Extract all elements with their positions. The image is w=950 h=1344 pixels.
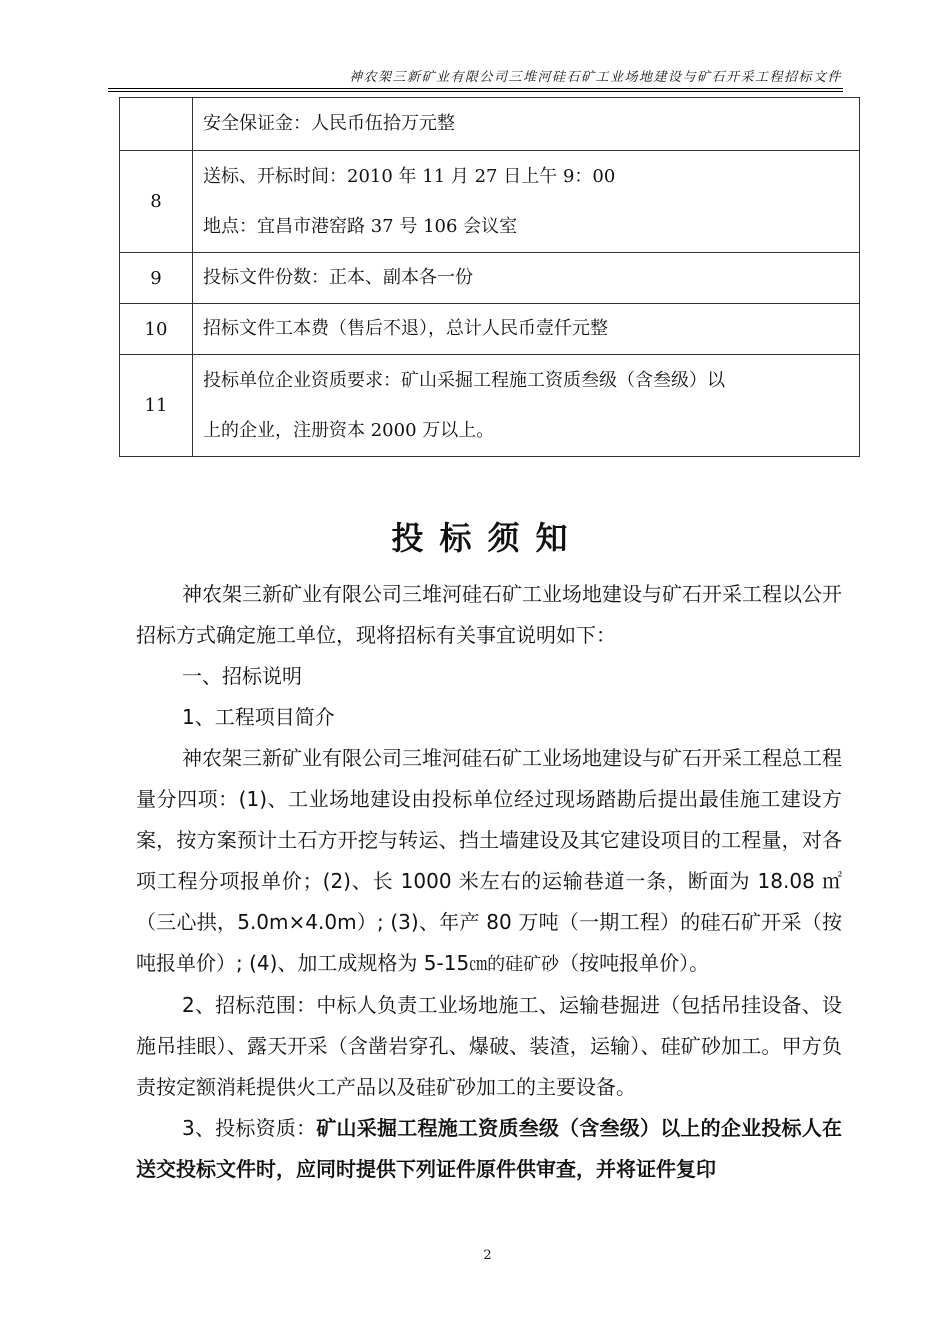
- scope-paragraph: 2、招标范围：中标人负责工业场地施工、运输巷掘进（包括吊挂设备、设施吊挂眼）、露天开采（含凿岩穿孔、爆破、装渣，运输）、硅矿砂加工。甲方负责按定额消耗提供火工产品以及硅矿砂加工的主要设备。: [136, 993, 842, 1099]
- row-line: 上的企业，注册资本 2000 万以上。: [203, 419, 495, 441]
- row-line: 送标、开标时间：2010 年 11 月 27 日上午 9：00: [203, 165, 616, 187]
- row-number: 9: [120, 253, 193, 304]
- section-heading: 一、招标说明: [182, 664, 302, 688]
- row-number: 10: [120, 304, 193, 355]
- row-content: [193, 355, 860, 457]
- header-rule-secondary: [108, 91, 843, 92]
- table-row: [120, 151, 860, 253]
- qualification-lead: 3、投标资质：: [182, 1116, 317, 1140]
- row-line: 地点：宜昌市港窑路 37 号 106 会议室: [203, 215, 518, 237]
- table-row: [120, 355, 860, 457]
- header-rule: [108, 88, 843, 89]
- row-number: 8: [120, 151, 193, 253]
- row-content: [193, 253, 860, 304]
- intro-paragraph: 神农架三新矿业有限公司三堆河硅石矿工业场地建设与矿石开采工程以公开招标方式确定施工单位，现将招标有关事宜说明如下：: [136, 582, 842, 647]
- bid-info-table: [119, 97, 860, 457]
- row-content: [193, 98, 860, 151]
- project-paragraph: [136, 738, 842, 985]
- section-title: 投标须知: [391, 519, 584, 557]
- subsection-heading: 1、工程项目简介: [182, 705, 335, 729]
- qualification-bold: 矿山采掘工程施工资质叁级（含叁级）以上的企业投标人在送交投标文件时，应同时提供下列证件原件供审查，并将证件复印: [136, 1116, 843, 1181]
- notice-body: [136, 574, 842, 1190]
- table-row: [120, 253, 860, 304]
- row-number: 11: [120, 355, 193, 457]
- row-number: [120, 98, 193, 151]
- project-text-end: （按吨报单价）。: [559, 951, 710, 975]
- row-content: [193, 304, 860, 355]
- project-text: 神农架三新矿业有限公司三堆河硅石矿工业场地建设与矿石开采工程总工程量分四项：(1)、工业场地建设由投标单位经过现场踏勘后提出最佳施工建设方案，按方案预计土石方开挖与转运、挡土墙建设及其它建设项目的工程量，对各项工程分项报单价；(2)、长 1000 米左右的运输巷道一条，断面为 18.08 ㎡（三心拱，5.0m×4.0m）; (3)、年产 80 万吨（一期工程）的硅石矿开采（按吨报单价）; (4)、加工成规格为 5-15: [136, 746, 842, 975]
- table-row: [120, 304, 860, 355]
- row-line: 招标文件工本费（售后不退），总计人民币壹仟元整: [203, 318, 608, 339]
- row-line: 投标单位企业资质要求：矿山采掘工程施工资质叁级（含叁级）以: [203, 369, 725, 391]
- qualification-paragraph: [136, 1108, 842, 1190]
- row-line: 投标文件份数：正本、副本各一份: [203, 267, 473, 288]
- page-number: 2: [483, 1248, 492, 1263]
- unit-text: ㎝的硅矿砂: [469, 954, 560, 975]
- row-line: 安全保证金：人民币伍拾万元整: [203, 113, 455, 134]
- table-row: [120, 98, 860, 151]
- running-header: 神农架三新矿业有限公司三堆河硅石矿工业场地建设与矿石开采工程招标文件: [348, 70, 842, 85]
- row-content: [193, 151, 860, 253]
